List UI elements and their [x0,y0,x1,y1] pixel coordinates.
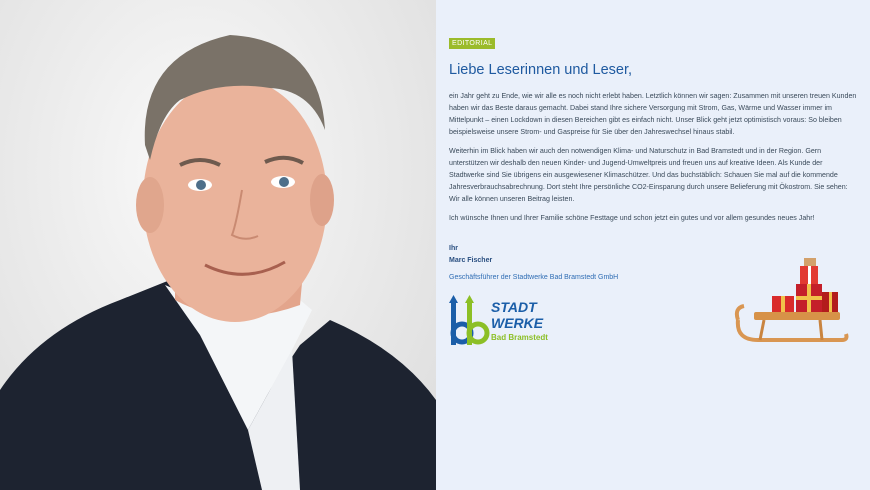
editorial-body [449,90,859,231]
editorial-panel [436,0,870,490]
section-tag: EDITORIAL [449,38,495,49]
sleigh-with-gifts-illustration [734,254,850,346]
stadtwerke-logo [449,295,559,347]
paragraph: ein Jahr geht zu Ende, wie wir alle es noch nicht erlebt haben. Letztlich können wir sagen: Zusammen mit unseren treuen Kunden haben wir das Beste daraus gemacht. Dabei stand Ihre sichere Versorgung mit Strom, Gas, Wärme und Wasser immer im Mittelpunkt – einen Lockdown in diesen Bereichen gibt es einfach nicht. Unser Blick geht jetzt optimistisch voraus: So bleiben beispielsweise unsere Strom- und Gaspreise für Sie über den Jahreswechsel hinaus stabil. [449,92,857,136]
headline: Liebe Leserinnen und Leser, [449,62,633,78]
paragraph: Weiterhin im Blick haben wir auch den notwendigen Klima- und Naturschutz in Bad Bramstedt und in der Region. Gern unterstützen wir deshalb den neuen Kinder- und Jugend-Umweltpreis und freuen uns auf kreative Ideen. Als Kunde der Stadtwerke sind Sie übrigens ein ausgewiesener Klimaschützer. Und das buchstäblich: Schauen Sie mal auf die kommende Jahresverbrauchsabrechnung. Dort steht Ihre persönliche CO2-Einsparung durch unsere Belieferung mit Ökostrom. Sie sehen: Wir alle können unseren Beitrag leisten. [449,147,848,203]
signature-role: Geschäftsführer der Stadtwerke Bad Bramstedt GmbH [449,274,619,281]
logo-line1: STADT [491,299,537,315]
closing: Ihr [449,245,458,252]
paragraph: Ich wünsche Ihnen und Ihrer Familie schöne Festtage und schon jetzt ein gutes und vor allem gesundes neues Jahr! [449,214,815,222]
logo-line3: Bad Bramstedt [491,333,548,342]
logo-line2: WERKE [491,315,544,331]
signature-name: Marc Fischer [449,257,493,264]
